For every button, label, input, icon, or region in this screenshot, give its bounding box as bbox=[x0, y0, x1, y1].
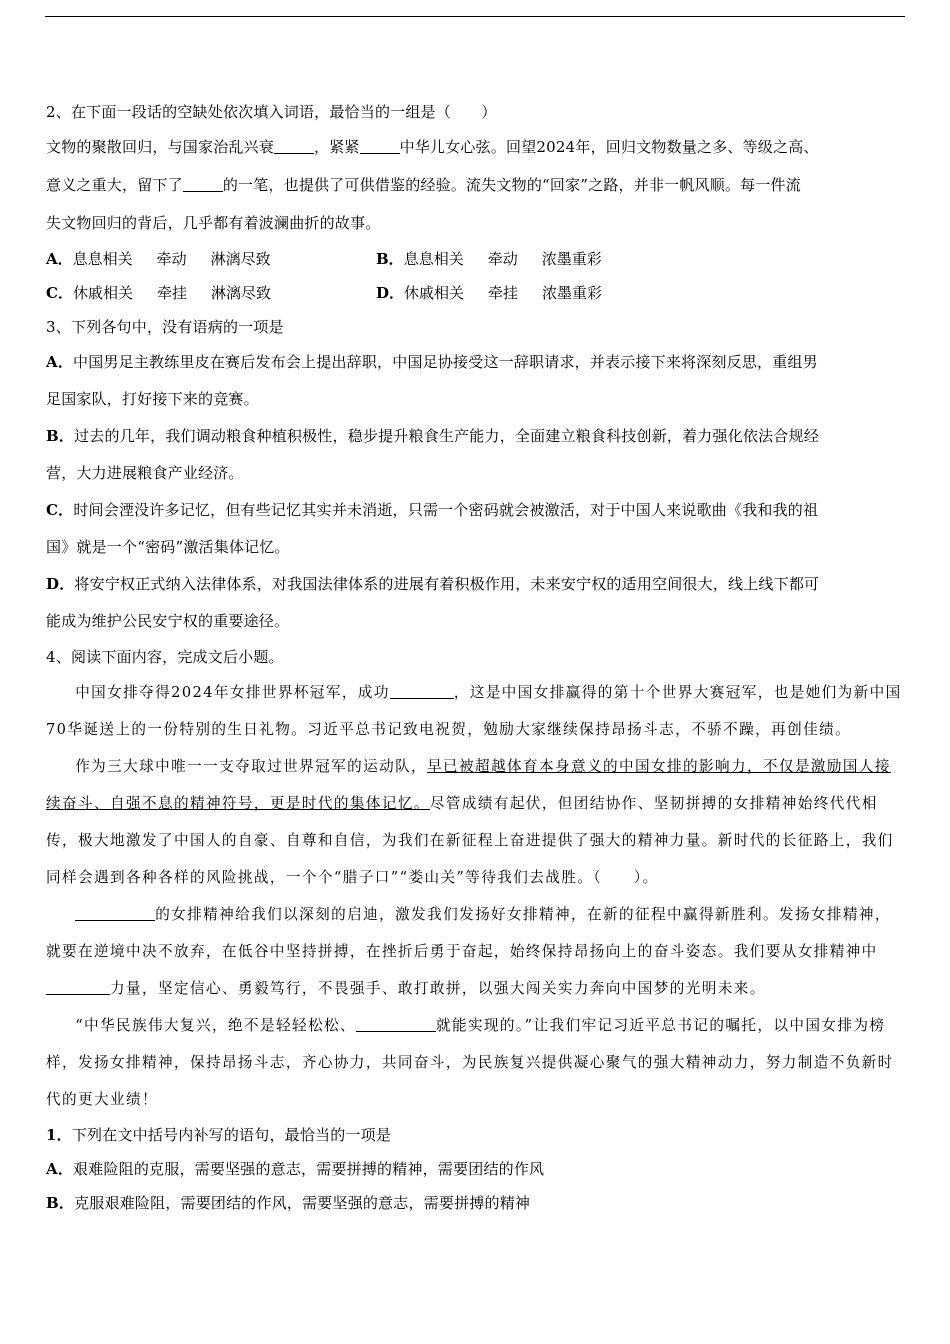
q2-text: 文物的聚散回归，与国家治乱兴衰 ，紧紧 中华儿女心弦。回望2024年，回归文物数量之多、等级之高、 意义之重大，留下了 的一笔，也提供了可供借鉴的经验。流失文物的“回家”之路，并非一帆风顺。每一件流 失文物回归的背后，几乎都有着波澜曲折的故事。 bbox=[46, 138, 819, 232]
q2-option-a[interactable]: A．息息相关 牵动 淋漓尽致 bbox=[46, 250, 271, 268]
q3-option-c[interactable]: C．时间会湮没许多记忆，但有些记忆其实并未消逝，只需一个密码就会被激活，对于中国人来说歌曲《我和我的祖 国》就是一个“密码”激活集体记忆。 bbox=[46, 501, 819, 556]
sub1-option-b[interactable]: B．克服艰难险阻，需要团结的作风，需要坚强的意志，需要拼搏的精神 bbox=[46, 1194, 531, 1212]
sub1-option-a[interactable]: A．艰难险阻的克服，需要坚强的意志，需要拼搏的精神，需要团结的作风 bbox=[46, 1160, 545, 1178]
q2-option-d[interactable]: D．休戚相关 牵挂 浓墨重彩 bbox=[376, 284, 603, 302]
blank[interactable] bbox=[75, 905, 155, 921]
q2-option-c[interactable]: C．休戚相关 牵挂 淋漓尽致 bbox=[46, 284, 271, 302]
blank[interactable] bbox=[390, 683, 454, 699]
underlined-sentence: 早已被超越体育本身意义的中国女排的影响力，不仅是激励国人接续奋斗、自强不息的精神符号，更是时代的集体记忆。 bbox=[46, 758, 891, 812]
header-rule bbox=[45, 16, 905, 17]
q3-option-a[interactable]: A．中国男足主教练里皮在赛后发布会上提出辞职，中国足协接受这一辞职请求，并表示接下来将深刻反思，重组男 足国家队，打好接下来的竞赛。 bbox=[46, 353, 818, 408]
blank[interactable] bbox=[46, 979, 110, 995]
passage-paragraph-4: “中华民族伟大复兴，绝不是轻轻松松、 就能实现的。”让我们牢记习近平总书记的嘱托，以中国女排为榜样，发扬女排精神，保持昂扬斗志，齐心协力，共同奋斗，为民族复兴提供凝心聚气的强大精神动力，努力制造不负新时代的更大业绩！ bbox=[46, 1017, 894, 1108]
q3-stem: 3、下列各句中，没有语病的一项是 bbox=[46, 318, 284, 336]
q2-options-row-2 bbox=[46, 276, 904, 310]
q3-option-b[interactable]: B．过去的几年，我们调动粮食种植积极性，稳步提升粮食生产能力，全面建立粮食科技创新，着力强化依法合规经 营，大力进展粮食产业经济。 bbox=[46, 427, 819, 482]
blank[interactable] bbox=[360, 138, 400, 154]
q2-stem: 2、在下面一段话的空缺处依次填入词语，最恰当的一组是（ ） bbox=[46, 103, 497, 121]
sub1-stem: 1．下列在文中括号内补写的语句，最恰当的一项是 bbox=[46, 1126, 392, 1144]
q2-options-row-1 bbox=[46, 242, 904, 276]
blank[interactable] bbox=[356, 1016, 436, 1032]
passage-paragraph-2: 作为三大球中唯一一支夺取过世界冠军的运动队，早已被超越体育本身意义的中国女排的影响力，不仅是激励国人接续奋斗、自强不息的精神符号，更是时代的集体记忆。尽管成绩有起伏，但团结协作、坚韧拼搏的女排精神始终代代相传，极大地激发了中国人的自豪、自尊和自信，为我们在新征程上奋进提供了强大的精神力量。新时代的长征路上，我们同样会遇到各种各样的风险挑战，一个个“腊子口”“娄山关”等待我们去战胜。（ ）。 bbox=[46, 758, 894, 886]
q3-option-d[interactable]: D．将安宁权正式纳入法律体系，对我国法律体系的进展有着积极作用，未来安宁权的适用空间很大，线上线下都可 能成为维护公民安宁权的重要途径。 bbox=[46, 575, 820, 630]
blank[interactable] bbox=[274, 138, 314, 154]
q2-option-b[interactable]: B．息息相关 牵动 浓墨重彩 bbox=[376, 250, 602, 268]
document-page bbox=[46, 96, 904, 1220]
blank[interactable] bbox=[183, 176, 223, 192]
q4-stem: 4、阅读下面内容，完成文后小题。 bbox=[46, 648, 284, 666]
passage-paragraph-3: 的女排精神给我们以深刻的启迪，激发我们发扬好女排精神，在新的征程中赢得新胜利。发扬女排精神，就要在逆境中决不放弃，在低谷中坚持拼搏，在挫折后勇于奋起，始终保持昂扬向上的奋斗姿态。我们要从女排精神中力量，坚定信心、勇毅笃行，不畏强手、敢打敢拼，以强大闯关实力奔向中国梦的光明未来。 bbox=[46, 906, 891, 997]
passage-paragraph-1: 中国女排夺得2024年女排世界杯冠军，成功 ，这是中国女排赢得的第十个世界大赛冠军，也是她们为新中国70华诞送上的一份特别的生日礼物。习近平总书记致电祝贺，勉励大家继续保持昂扬斗志，不骄不躁，再创佳绩。 bbox=[46, 684, 902, 738]
